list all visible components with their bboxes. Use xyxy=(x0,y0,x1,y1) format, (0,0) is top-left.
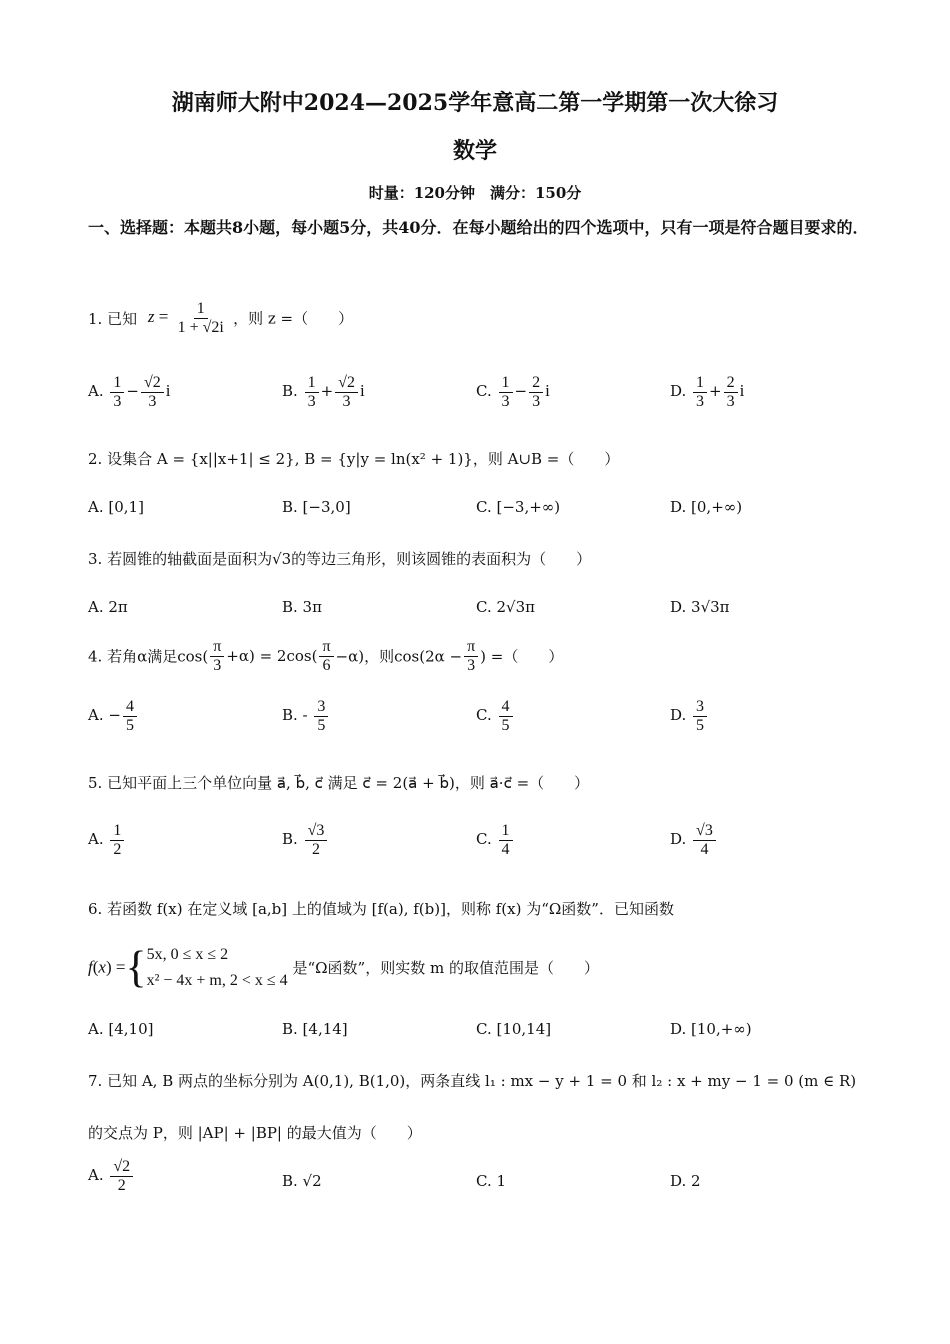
question-5-option-c[interactable]: C. $\frac{1}{4}$ xyxy=(476,822,515,858)
question-3-stem: 3. 若圆锥的轴截面是面积为√3的等边三角形，则该圆锥的表面积为（ ） xyxy=(88,550,592,568)
question-7-option-a[interactable]: A. $\frac{√2}{2}$ xyxy=(88,1158,135,1194)
question-3-option-c[interactable]: C. 2√3π xyxy=(476,598,535,616)
question-6-stem-line1: 6. 若函数 f(x) 在定义域 [a,b] 上的值域为 [f(a), f(b)]，则称 f(x) 为“Ω函数”．已知函数 xyxy=(88,900,674,918)
stem-part: 4. 若角α满足cos( xyxy=(88,647,209,666)
option-label: C. xyxy=(476,706,492,725)
question-4-option-b[interactable]: B. - $\frac{3}{5}$ xyxy=(282,698,330,734)
question-4-option-d[interactable]: D. $\frac{3}{5}$ xyxy=(670,698,709,734)
question-7-stem-line2: 的交点为 P，则 |AP| + |BP| 的最大值为（ ） xyxy=(88,1124,422,1142)
question-3-option-a[interactable]: A. 2π xyxy=(88,598,128,616)
question-7-option-b[interactable]: B. √2 xyxy=(282,1172,322,1190)
piece-1: 5x, 0 ≤ x ≤ 2 xyxy=(146,946,229,963)
question-1-option-b[interactable]: B. $\frac{1}{3}$ + $\frac{√2}{3}$ i xyxy=(282,374,365,410)
question-2-stem: 2. 设集合 A = {x||x+1| ≤ 2}, B = {y|y = ln(x² + 1)}，则 A∪B =（ ） xyxy=(88,450,620,468)
question-7-stem-line1: 7. 已知 A, B 两点的坐标分别为 A(0,1), B(1,0)，两条直线 l₁ : mx − y + 1 = 0 和 l₂ : x + my − 1 = 0 (m ∈ R) xyxy=(88,1072,857,1090)
exam-subject: 数学 xyxy=(452,138,497,164)
question-5-option-d[interactable]: D. $\frac{√3}{4}$ xyxy=(670,822,718,858)
question-2-option-a[interactable]: A. [0,1] xyxy=(88,498,144,516)
question-1-option-a[interactable]: A. $\frac{1}{3}$ − $\frac{√2}{3}$ i xyxy=(88,374,171,410)
question-6-stem-line2: f(x) ={ 5x, 0 ≤ x ≤ 2 x² − 4x + m, 2 < x ≤ 4 是“Ω函数”，则实数 m 的取值范围是（ ） xyxy=(88,942,599,992)
question-4-option-a[interactable]: A. − $\frac{4}{5}$ xyxy=(88,698,139,734)
piece-2: x² − 4x + m, 2 < x ≤ 4 xyxy=(146,971,288,989)
question-1-option-d[interactable]: D. $\frac{1}{3}$ + $\frac{2}{3}$ i xyxy=(670,374,745,410)
question-1-label: 1. 已知 xyxy=(88,309,138,328)
option-label: A. − xyxy=(88,706,121,725)
option-label: D. xyxy=(670,830,687,849)
question-4-stem: 4. 若角α满足cos( $\frac{\pi}{3}$ +α) = 2cos( $\frac{\pi}{6}$ −α)，则cos(2α − $\frac{\pi}{3}$ ) =（ ） xyxy=(88,638,564,674)
option-label: B. xyxy=(282,382,298,401)
option-label: A. xyxy=(88,830,104,849)
option-label: D. xyxy=(670,706,687,725)
question-3-option-b[interactable]: B. 3π xyxy=(282,598,322,616)
option-label: C. xyxy=(476,382,492,401)
option-label: B. xyxy=(282,830,298,849)
option-label: A. xyxy=(88,1166,104,1185)
question-5-option-a[interactable]: A. $\frac{1}{2}$ xyxy=(88,822,126,858)
question-1-formula: z = $\frac{1}{1 + √2i}$ xyxy=(147,300,224,336)
question-1-stem xyxy=(88,300,353,336)
option-label: B. - xyxy=(282,706,308,725)
question-7-option-c[interactable]: C. 1 xyxy=(476,1172,507,1190)
option-label: A. xyxy=(88,382,104,401)
stem-part: −α)，则cos(2α − xyxy=(335,647,463,666)
question-5-option-b[interactable]: B. $\frac{√3}{2}$ xyxy=(282,822,329,858)
question-6-option-a[interactable]: A. [4,10] xyxy=(88,1020,154,1038)
question-6-tail: 是“Ω函数”，则实数 m 的取值范围是（ ） xyxy=(292,959,599,978)
stem-part: ) =（ ） xyxy=(480,647,564,666)
question-4-option-c[interactable]: C. $\frac{4}{5}$ xyxy=(476,698,515,734)
exam-time-info: 时量：120分钟 满分：150分 xyxy=(368,184,582,202)
option-label: C. xyxy=(476,830,492,849)
question-7-option-d[interactable]: D. 2 xyxy=(670,1172,701,1190)
question-5-stem: 5. 已知平面上三个单位向量 a⃗, b⃗, c⃗ 满足 c⃗ = 2(a⃗ + b⃗)，则 a⃗·c⃗ =（ ） xyxy=(88,774,590,792)
question-1-tail: ，则 z =（ ） xyxy=(233,309,354,328)
option-label: D. xyxy=(670,382,687,401)
question-6-option-c[interactable]: C. [10,14] xyxy=(476,1020,552,1038)
question-2-option-d[interactable]: D. [0,+∞) xyxy=(670,498,743,516)
question-6-option-b[interactable]: B. [4,14] xyxy=(282,1020,348,1038)
question-1-option-c[interactable]: C. $\frac{1}{3}$ − $\frac{2}{3}$ i xyxy=(476,374,550,410)
section-heading: 一、选择题：本题共8小题，每小题5分，共40分．在每小题给出的四个选项中，只有一项是符合题目要求的． xyxy=(88,218,869,237)
question-2-option-b[interactable]: B. [−3,0] xyxy=(282,498,351,516)
exam-title: 湖南师大附中2024—2025学年意高二第一学期第一次大徐习 xyxy=(171,90,779,116)
stem-part: +α) = 2cos( xyxy=(226,647,318,666)
question-3-option-d[interactable]: D. 3√3π xyxy=(670,598,730,616)
question-6-option-d[interactable]: D. [10,+∞) xyxy=(670,1020,752,1038)
question-2-option-c[interactable]: C. [−3,+∞) xyxy=(476,498,561,516)
